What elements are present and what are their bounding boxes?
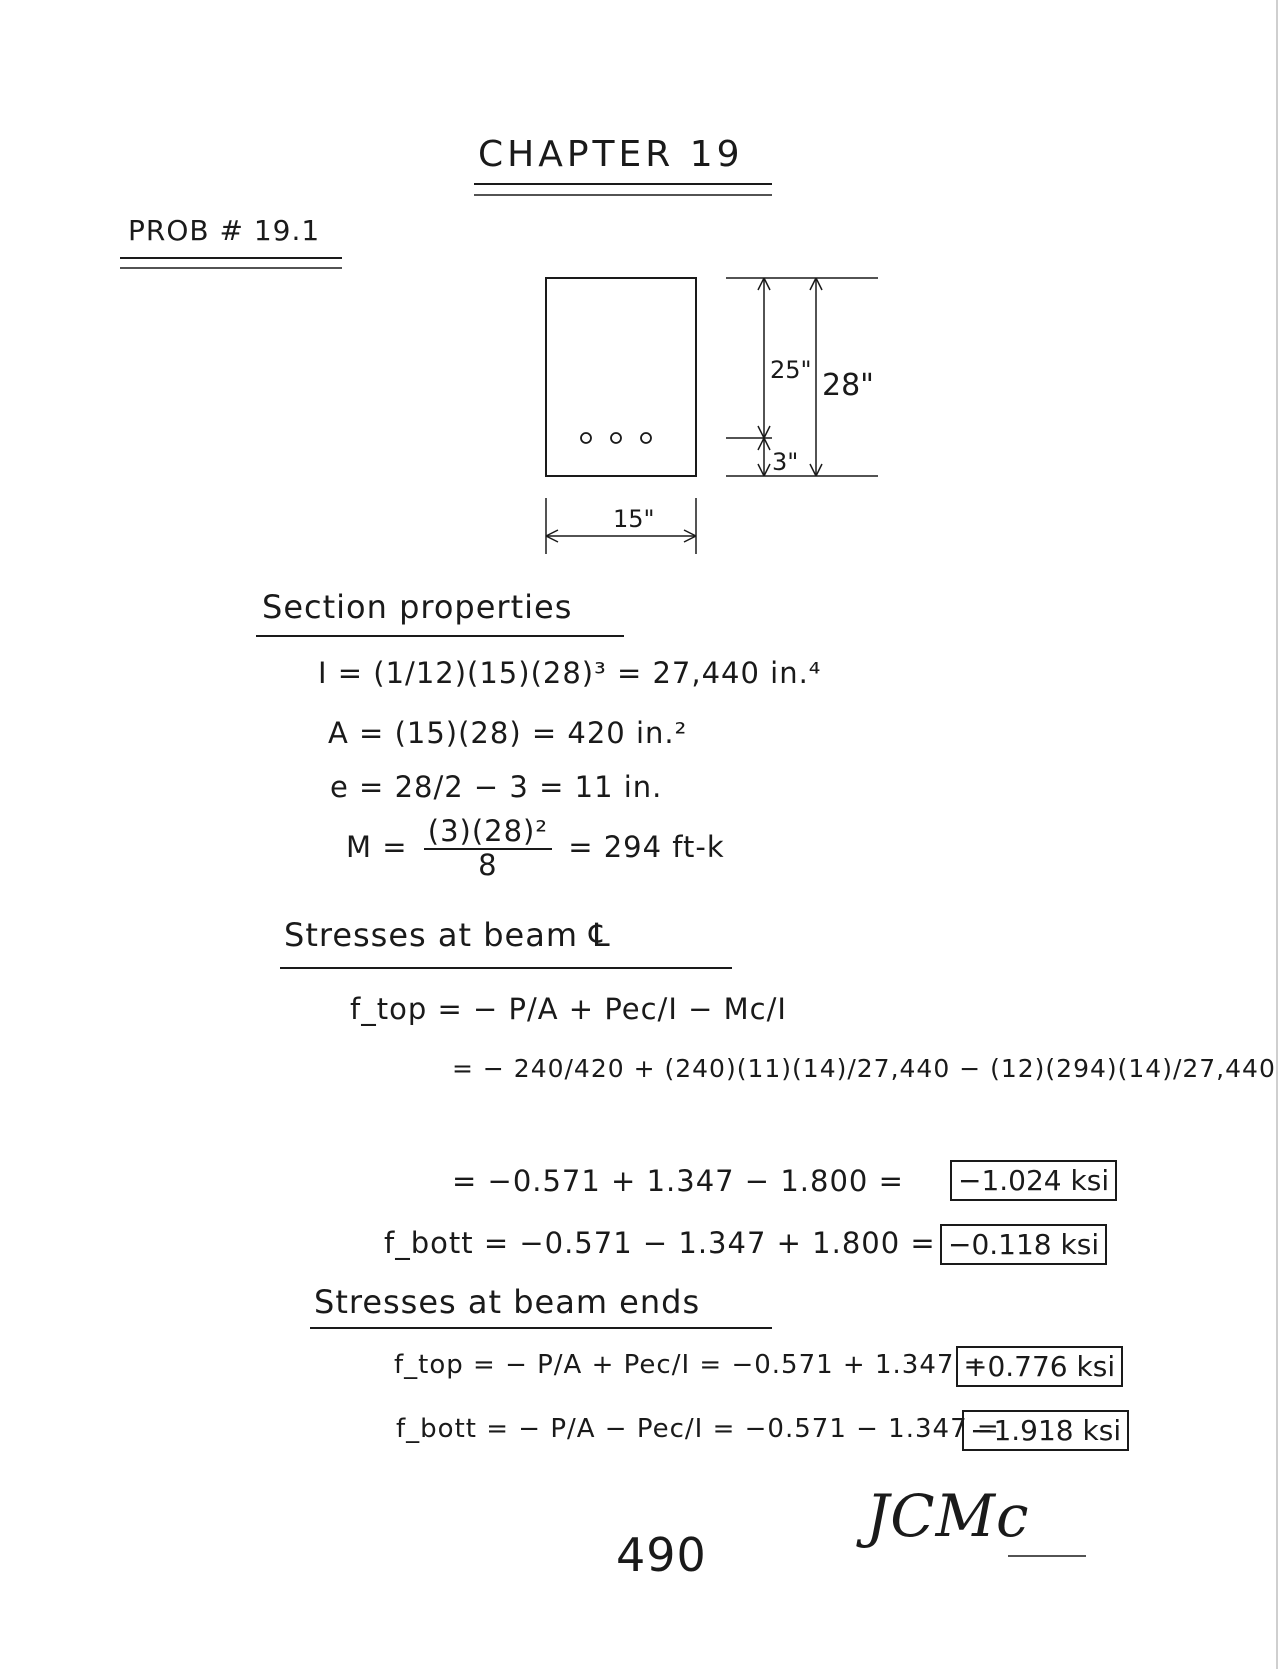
ftop-substitution-line: = − 240/420 + (240)(11)(14)/27,440 − (12)(294)(14)/27,440 (452, 1054, 1276, 1083)
midspan-stresses-heading: Stresses at beam ℄ (284, 916, 611, 954)
dimension-25-label: 25" (770, 356, 812, 384)
moment-of-inertia-line: I = (1/12)(15)(28)³ = 27,440 in.⁴ (318, 656, 822, 690)
ftop-ends-line: f_top = − P/A + Pec/I = −0.571 + 1.347 = (394, 1350, 987, 1380)
beam-section-figure (520, 268, 900, 568)
ftop-ends-result: +0.776 ksi (956, 1346, 1123, 1387)
ftop-midspan-result: −1.024 ksi (950, 1160, 1117, 1201)
ftop-formula-line: f_top = − P/A + Pec/I − Mc/I (350, 992, 787, 1026)
moment-denominator: 8 (478, 847, 498, 882)
section-properties-heading: Section properties (262, 588, 573, 626)
fbott-ends-result: −1.918 ksi (962, 1410, 1129, 1451)
fbott-ends-line: f_bott = − P/A − Pec/I = −0.571 − 1.347 = (396, 1414, 1000, 1444)
problem-number: PROB # 19.1 (128, 214, 321, 247)
ftop-values-line: = −0.571 + 1.347 − 1.800 = (452, 1164, 904, 1198)
moment-rhs: = 294 ft-k (568, 829, 725, 864)
scan-edge (1276, 0, 1278, 1669)
eccentricity-line: e = 28/2 − 3 = 11 in. (330, 770, 663, 804)
fbott-values-line: f_bott = −0.571 − 1.347 + 1.800 = (384, 1226, 936, 1260)
signature: JCMc (866, 1482, 1030, 1550)
chapter-title: CHAPTER 19 (478, 134, 744, 175)
moment-line (346, 816, 725, 882)
dimension-3-label: 3" (772, 448, 799, 476)
width-dimension-label: 15" (613, 505, 655, 533)
area-line: A = (15)(28) = 420 in.² (328, 716, 688, 750)
page-number: 490 (616, 1528, 707, 1582)
fbott-midspan-result: −0.118 ksi (940, 1224, 1107, 1265)
end-stresses-heading: Stresses at beam ends (314, 1283, 701, 1321)
dimension-28-label: 28" (822, 368, 874, 403)
moment-fraction (424, 816, 552, 882)
moment-lhs: M = (346, 829, 408, 864)
moment-numerator: (3)(28)² (424, 816, 552, 850)
